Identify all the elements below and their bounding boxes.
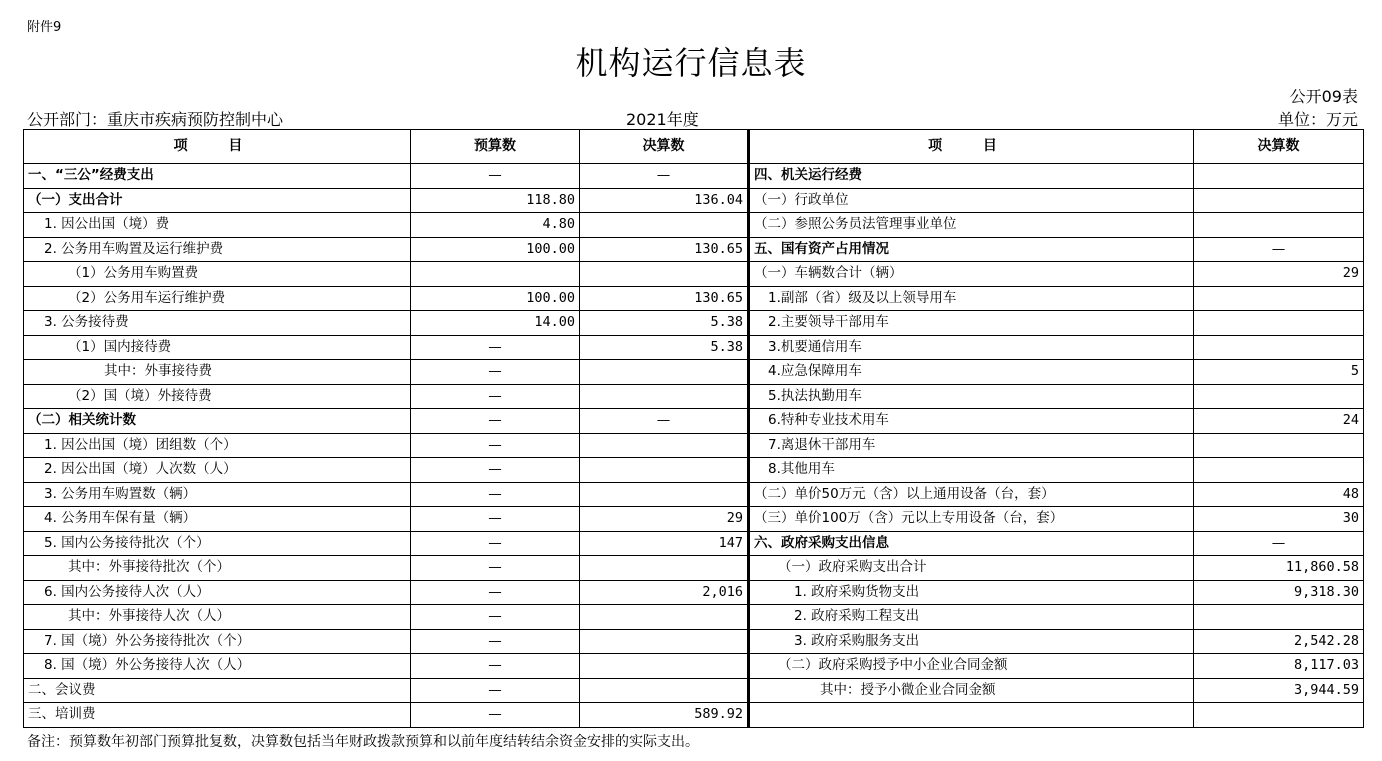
left-item-cell: 其中：外事接待批次（个） — [24, 556, 411, 581]
year-label: 2021年度 — [626, 110, 699, 129]
table-row — [24, 629, 1364, 654]
operations-info-table — [23, 129, 1364, 728]
left-item-cell: 2. 公务用车购置及运行维护费 — [24, 237, 411, 262]
right-item-cell: 5.执法执勤用车 — [749, 384, 1194, 409]
budget-cell: — — [411, 580, 580, 605]
final-cell — [580, 384, 749, 409]
final-cell: 130.65 — [580, 237, 749, 262]
budget-cell: — — [411, 164, 580, 189]
right-final-cell: 30 — [1194, 507, 1364, 532]
table-header-row — [24, 130, 1364, 164]
final-cell: 147 — [580, 531, 749, 556]
right-item-cell: 6.特种专业技术用车 — [749, 409, 1194, 434]
left-item-cell: 1. 因公出国（境）费 — [24, 213, 411, 238]
page-title: 机构运行信息表 — [575, 44, 807, 82]
table-row — [24, 384, 1364, 409]
left-item-cell: 6. 国内公务接待人次（人） — [24, 580, 411, 605]
final-cell: 5.38 — [580, 311, 749, 336]
table-row — [24, 164, 1364, 189]
budget-cell: — — [411, 433, 580, 458]
left-item-cell: 1. 因公出国（境）团组数（个） — [24, 433, 411, 458]
header-right-item: 项 目 — [749, 130, 1194, 164]
table-row — [24, 360, 1364, 385]
final-cell: — — [580, 164, 749, 189]
left-item-cell: （2）公务用车运行维护费 — [24, 286, 411, 311]
table-row — [24, 703, 1364, 728]
table-row — [24, 678, 1364, 703]
table-row — [24, 433, 1364, 458]
left-item-cell: 7. 国（境）外公务接待批次（个） — [24, 629, 411, 654]
right-final-cell: — — [1194, 237, 1364, 262]
budget-cell: — — [411, 482, 580, 507]
table-row — [24, 286, 1364, 311]
right-final-cell — [1194, 286, 1364, 311]
right-item-cell — [749, 703, 1194, 728]
left-item-cell: （2）国（境）外接待费 — [24, 384, 411, 409]
header-left-item: 项 目 — [24, 130, 411, 164]
right-final-cell: 8,117.03 — [1194, 654, 1364, 679]
department-label: 公开部门：重庆市疾病预防控制中心 — [27, 110, 284, 129]
left-item-cell: 其中：外事接待人次（人） — [24, 605, 411, 630]
left-item-cell: （一）支出合计 — [24, 188, 411, 213]
header-budget: 预算数 — [411, 130, 580, 164]
left-item-cell: 8. 国（境）外公务接待人次（人） — [24, 654, 411, 679]
table-body — [24, 130, 1364, 728]
right-final-cell: 3,944.59 — [1194, 678, 1364, 703]
table-row — [24, 507, 1364, 532]
final-cell — [580, 262, 749, 287]
right-item-cell: 3.机要通信用车 — [749, 335, 1194, 360]
right-final-cell — [1194, 384, 1364, 409]
left-item-cell: （1）公务用车购置费 — [24, 262, 411, 287]
unit-label: 单位：万元 — [1277, 110, 1358, 129]
final-cell: 589.92 — [580, 703, 749, 728]
budget-cell: — — [411, 409, 580, 434]
final-cell: 29 — [580, 507, 749, 532]
left-item-cell: 2. 因公出国（境）人次数（人） — [24, 458, 411, 483]
final-cell — [580, 605, 749, 630]
table-row — [24, 213, 1364, 238]
right-final-cell: 5 — [1194, 360, 1364, 385]
final-cell: 2,016 — [580, 580, 749, 605]
left-item-cell: 3. 公务接待费 — [24, 311, 411, 336]
final-cell: — — [580, 409, 749, 434]
right-final-cell — [1194, 188, 1364, 213]
table-row — [24, 531, 1364, 556]
table-row — [24, 482, 1364, 507]
budget-cell: 118.80 — [411, 188, 580, 213]
table-row — [24, 580, 1364, 605]
right-item-cell: 1.副部（省）级及以上领导用车 — [749, 286, 1194, 311]
table-row — [24, 458, 1364, 483]
right-final-cell — [1194, 311, 1364, 336]
budget-cell: — — [411, 507, 580, 532]
right-item-cell: 五、国有资产占用情况 — [749, 237, 1194, 262]
left-item-cell: 3. 公务用车购置数（辆） — [24, 482, 411, 507]
final-cell — [580, 213, 749, 238]
budget-cell: — — [411, 556, 580, 581]
left-item-cell: （1）国内接待费 — [24, 335, 411, 360]
final-cell — [580, 482, 749, 507]
final-cell — [580, 678, 749, 703]
final-cell — [580, 458, 749, 483]
budget-cell: 14.00 — [411, 311, 580, 336]
final-cell — [580, 360, 749, 385]
right-final-cell — [1194, 433, 1364, 458]
right-final-cell — [1194, 164, 1364, 189]
budget-cell: — — [411, 335, 580, 360]
table-row — [24, 605, 1364, 630]
left-item-cell: （二）相关统计数 — [24, 409, 411, 434]
right-final-cell: 29 — [1194, 262, 1364, 287]
right-final-cell — [1194, 213, 1364, 238]
final-cell: 130.65 — [580, 286, 749, 311]
budget-cell: 100.00 — [411, 286, 580, 311]
right-final-cell — [1194, 335, 1364, 360]
budget-cell: — — [411, 605, 580, 630]
table-row — [24, 262, 1364, 287]
header-right-final: 决算数 — [1194, 130, 1364, 164]
left-item-cell: 其中：外事接待费 — [24, 360, 411, 385]
header-final: 决算数 — [580, 130, 749, 164]
right-item-cell: 2.主要领导干部用车 — [749, 311, 1194, 336]
table-row — [24, 556, 1364, 581]
footnote: 备注：预算数年初部门预算批复数，决算数包括当年财政拨款预算和以前年度结转结余资金安排的实际支出。 — [27, 734, 699, 750]
left-item-cell: 5. 国内公务接待批次（个） — [24, 531, 411, 556]
final-cell — [580, 629, 749, 654]
right-item-cell: 3. 政府采购服务支出 — [749, 629, 1194, 654]
final-cell — [580, 654, 749, 679]
budget-cell: — — [411, 654, 580, 679]
left-item-cell: 二、会议费 — [24, 678, 411, 703]
right-item-cell: （一）政府采购支出合计 — [749, 556, 1194, 581]
right-final-cell: 2,542.28 — [1194, 629, 1364, 654]
form-number: 公开09表 — [1289, 87, 1358, 106]
right-final-cell — [1194, 605, 1364, 630]
right-item-cell: （三）单价100万（含）元以上专用设备（台，套） — [749, 507, 1194, 532]
right-item-cell: 8.其他用车 — [749, 458, 1194, 483]
right-item-cell: 其中：授予小微企业合同金额 — [749, 678, 1194, 703]
budget-cell — [411, 262, 580, 287]
left-item-cell: 三、培训费 — [24, 703, 411, 728]
right-final-cell: 11,860.58 — [1194, 556, 1364, 581]
table-row — [24, 335, 1364, 360]
attachment-label: 附件9 — [27, 20, 62, 35]
final-cell — [580, 556, 749, 581]
right-item-cell: （二）政府采购授予中小企业合同金额 — [749, 654, 1194, 679]
budget-cell: 4.80 — [411, 213, 580, 238]
budget-cell: — — [411, 360, 580, 385]
budget-cell: — — [411, 678, 580, 703]
right-item-cell: 7.离退休干部用车 — [749, 433, 1194, 458]
right-item-cell: 1. 政府采购货物支出 — [749, 580, 1194, 605]
left-item-cell: 4. 公务用车保有量（辆） — [24, 507, 411, 532]
budget-cell: 100.00 — [411, 237, 580, 262]
right-item-cell: 4.应急保障用车 — [749, 360, 1194, 385]
final-cell: 5.38 — [580, 335, 749, 360]
right-final-cell — [1194, 703, 1364, 728]
right-final-cell: 48 — [1194, 482, 1364, 507]
right-item-cell: 六、政府采购支出信息 — [749, 531, 1194, 556]
table-row — [24, 311, 1364, 336]
table-row — [24, 237, 1364, 262]
right-final-cell — [1194, 458, 1364, 483]
budget-cell: — — [411, 703, 580, 728]
right-final-cell: 9,318.30 — [1194, 580, 1364, 605]
left-item-cell: 一、“三公”经费支出 — [24, 164, 411, 189]
right-item-cell: （二）参照公务员法管理事业单位 — [749, 213, 1194, 238]
table-row — [24, 409, 1364, 434]
right-final-cell: 24 — [1194, 409, 1364, 434]
right-item-cell: 四、机关运行经费 — [749, 164, 1194, 189]
right-item-cell: （一）行政单位 — [749, 188, 1194, 213]
final-cell — [580, 433, 749, 458]
right-item-cell: （一）车辆数合计（辆） — [749, 262, 1194, 287]
right-final-cell: — — [1194, 531, 1364, 556]
budget-cell: — — [411, 384, 580, 409]
final-cell: 136.04 — [580, 188, 749, 213]
budget-cell: — — [411, 629, 580, 654]
table-row — [24, 188, 1364, 213]
budget-cell: — — [411, 531, 580, 556]
table-row — [24, 654, 1364, 679]
budget-cell: — — [411, 458, 580, 483]
right-item-cell: 2. 政府采购工程支出 — [749, 605, 1194, 630]
right-item-cell: （二）单价50万元（含）以上通用设备（台，套） — [749, 482, 1194, 507]
